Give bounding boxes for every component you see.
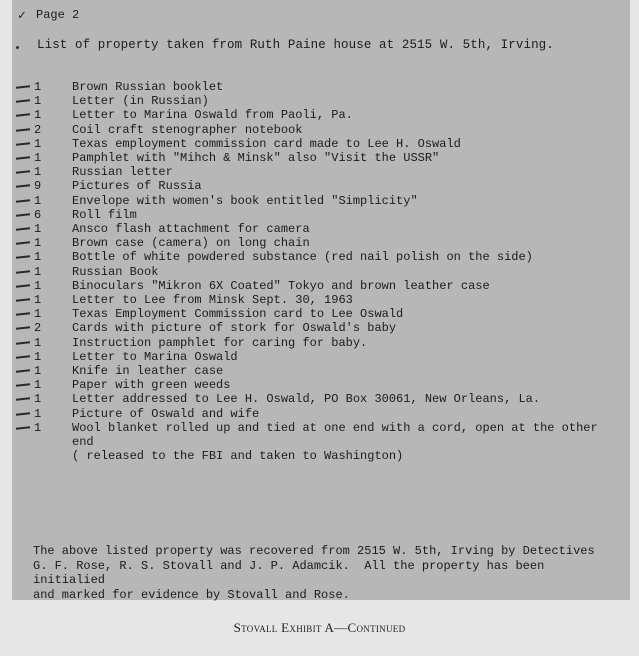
item-description: Letter to Marina Oswald from Paoli, Pa.: [72, 108, 353, 123]
item-description: Ansco flash attachment for camera: [72, 222, 310, 237]
item-quantity: 2: [34, 321, 42, 336]
check-mark-icon: ✓: [18, 8, 26, 23]
item-description: Pamphlet with "Mihch & Minsk" also "Visit the USSR": [72, 151, 440, 166]
tally-mark-icon: [14, 378, 34, 392]
tally-mark-icon: [14, 279, 34, 293]
tally-mark-icon: [14, 250, 34, 264]
item-quantity: 1: [34, 165, 42, 180]
tally-mark-icon: [14, 194, 34, 208]
tally-mark-icon: [14, 137, 34, 151]
tally-mark-icon: [14, 421, 34, 435]
item-description: Coil craft stenographer notebook: [72, 122, 303, 137]
item-description: Pictures of Russia: [72, 179, 202, 194]
list-item: [14, 208, 624, 222]
tally-mark-icon: [14, 236, 34, 250]
item-quantity: 2: [34, 122, 42, 137]
property-list: [14, 80, 624, 463]
list-item: [14, 80, 624, 94]
item-description: Texas Employment Commission card to Lee Oswald: [72, 307, 404, 322]
item-quantity: 1: [34, 236, 42, 251]
footer-note: The above listed property was recovered from 2515 W. 5th, Irving by Detectives G. F. Rose, R. S. Stovall and J. P. Adamcik. All the property has been initialied and marked for evidence by Stovall and Rose.: [33, 544, 595, 602]
item-quantity: 9: [34, 179, 42, 194]
item-quantity: 1: [34, 307, 42, 322]
list-item: [14, 321, 624, 335]
list-item: [14, 123, 624, 137]
list-item: [14, 350, 624, 364]
list-item: [14, 378, 624, 392]
list-item: [14, 421, 624, 464]
tally-mark-icon: [14, 151, 34, 165]
item-description: Bottle of white powdered substance (red nail polish on the side): [72, 250, 533, 265]
item-quantity: 1: [34, 264, 42, 279]
list-item: [14, 407, 624, 421]
item-quantity: 1: [34, 293, 42, 308]
item-description: Cards with picture of stork for Oswald's baby: [72, 321, 397, 336]
item-quantity: 1: [34, 80, 42, 94]
item-quantity: 6: [34, 207, 42, 222]
list-item: [14, 222, 624, 236]
list-item: [14, 364, 624, 378]
item-description: Instruction pamphlet for caring for baby.: [72, 335, 368, 350]
item-quantity: 1: [34, 406, 42, 421]
list-item: [14, 265, 624, 279]
tally-mark-icon: [14, 307, 34, 321]
margin-dot: [16, 46, 19, 49]
item-description: Wool blanket rolled up and tied at one end with a cord, open at the other end ( released to the FBI and taken to Washington): [72, 420, 598, 464]
item-description: Envelope with women's book entitled "Simplicity": [72, 193, 418, 208]
tally-mark-icon: [14, 80, 34, 94]
item-description: Letter to Marina Oswald: [72, 349, 238, 364]
item-quantity: 1: [34, 136, 42, 151]
item-description: Letter to Lee from Minsk Sept. 30, 1963: [72, 293, 353, 308]
list-item: [14, 293, 624, 307]
item-description: Paper with green weeds: [72, 378, 231, 393]
list-item: [14, 94, 624, 108]
tally-mark-icon: [14, 208, 34, 222]
item-description: Picture of Oswald and wife: [72, 406, 260, 421]
list-item: [14, 236, 624, 250]
item-description: Letter (in Russian): [72, 94, 209, 109]
tally-mark-icon: [14, 108, 34, 122]
tally-mark-icon: [14, 364, 34, 378]
list-item: [14, 307, 624, 321]
tally-mark-icon: [14, 222, 34, 236]
list-item: [14, 137, 624, 151]
tally-mark-icon: [14, 94, 34, 108]
item-quantity: 1: [34, 193, 42, 208]
item-description: Texas employment commission card made to Lee H. Oswald: [72, 136, 461, 151]
list-item: [14, 165, 624, 179]
tally-mark-icon: [14, 392, 34, 406]
item-quantity: 1: [34, 378, 42, 393]
tally-mark-icon: [14, 293, 34, 307]
tally-mark-icon: [14, 321, 34, 335]
item-quantity: 1: [34, 420, 42, 435]
item-quantity: 1: [34, 278, 42, 293]
item-description: Brown Russian booklet: [72, 80, 224, 94]
item-quantity: 1: [34, 392, 42, 407]
list-item: [14, 392, 624, 406]
list-item: [14, 194, 624, 208]
tally-mark-icon: [14, 165, 34, 179]
item-description: Knife in leather case: [72, 364, 224, 379]
exhibit-caption: Stovall Exhibit A—Continued: [233, 620, 406, 635]
page-title: List of property taken from Ruth Paine house at 2515 W. 5th, Irving.: [37, 38, 554, 52]
item-description: Roll film: [72, 207, 137, 222]
item-description: Letter addressed to Lee H. Oswald, PO Box 30061, New Orleans, La.: [72, 392, 541, 407]
tally-mark-icon: [14, 123, 34, 137]
tally-mark-icon: [14, 407, 34, 421]
tally-mark-icon: [14, 336, 34, 350]
item-description: Russian Book: [72, 264, 159, 279]
item-quantity: 1: [34, 94, 42, 109]
list-item: [14, 151, 624, 165]
item-description: Russian letter: [72, 165, 173, 180]
item-quantity: 1: [34, 222, 42, 237]
list-item: [14, 179, 624, 193]
list-item: [14, 336, 624, 350]
page-label: Page 2: [36, 8, 80, 22]
list-item: [14, 279, 624, 293]
list-item: [14, 250, 624, 264]
item-quantity: 1: [34, 108, 42, 123]
tally-mark-icon: [14, 350, 34, 364]
item-description: Brown case (camera) on long chain: [72, 236, 310, 251]
item-quantity: 1: [34, 250, 42, 265]
item-quantity: 1: [34, 349, 42, 364]
item-quantity: 1: [34, 364, 42, 379]
item-description: Binoculars "Mikron 6X Coated" Tokyo and brown leather case: [72, 278, 490, 293]
tally-mark-icon: [14, 179, 34, 193]
item-quantity: 1: [34, 335, 42, 350]
item-quantity: 1: [34, 151, 42, 166]
tally-mark-icon: [14, 265, 34, 279]
list-item: [14, 108, 624, 122]
